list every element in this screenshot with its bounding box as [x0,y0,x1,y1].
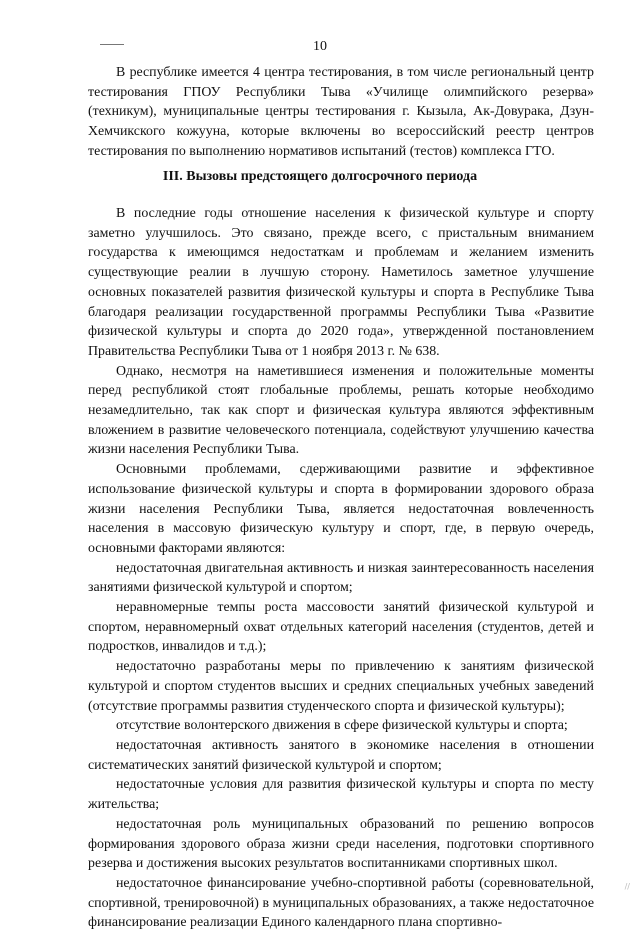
intro-paragraph: В республике имеется 4 центра тестирования, в том числе региональный центр тестирования ГПОУ Республики Тыва «Училище олимпийского резерва» (техникум), муниципальные центры тестирования г. Кызыла, Ак-Довурака, Дзун-Хемчикского кожууна, которые включены во всероссийский реестр центров тестирования по выполнению нормативов испытаний (тестов) комплекса ГТО. [88,65,594,159]
list-item: недостаточно разработаны меры по привлечению к занятиям физической культурой и спортом студентов высших и средних специальных учебных заведений (отсутствие программы развития студенческого спорта и физической культуры); [88,659,594,714]
body-paragraph: Однако, несмотря на наметившиеся изменения и положительные моменты перед республикой стоят глобальные проблемы, решать которые необходимо незамедлительно, так как спорт и физическая культура являются эффективным вложением в развитие человеческого потенциала, содействуют улучшению качества жизни населения Республики Тыва. [88,363,594,458]
intro-block [88,63,594,162]
list-item: недостаточная активность занятого в экономике населения в отношении систематических занятий физической культурой и спортом; [88,737,594,773]
list-item: отсутствие волонтерского движения в сфере физической культуры и спорта; [116,718,568,734]
list-item: недостаточная роль муниципальных образований по решению вопросов формирования здорового образа жизни среди населения, подготовки спортивного резерва и достижения высоких результатов воспитанниками спортивных школ. [88,816,594,872]
page-number: 10 [313,39,327,54]
section-heading: III. Вызовы предстоящего долгосрочного периода [162,169,478,184]
list-item: недостаточная двигательная активность и низкая заинтересованность населения занятиями физической культурой и спортом; [88,560,594,596]
body-paragraph: В последние годы отношение населения к физической культуре и спорту заметно улучшилось. Это связано, прежде всего, с пристальным вниманием государства к имеющимся недостаткам и проблемам и желанием изменить существующие реалии в лучшую сторону. Наметилось заметное улучшение основных показателей развития физической культуры и спорта в Республике Тыва благодаря реализации государственной программы Республики Тыва «Развитие физической культуры и спорта до 2020 года», утвержденной постановлением Правительства Республики Тыва от 1 ноября 2013 г. № 638. [88,206,594,359]
corner-mark: // [624,882,630,891]
list-item: недостаточное финансирование учебно-спортивной работы (соревновательной, спортивной, тренировочной) в муниципальных образованиях, а также недостаточное финансирование реализации Единого календарного плана спортивно- [88,875,594,931]
list-item: неравномерные темпы роста массовости занятий физической культурой и спортом, неравномерный охват отдельных категорий населения (студентов, детей и подростков, инвалидов и т.д.); [88,600,594,655]
body-paragraph: Основными проблемами, сдерживающими развитие и эффективное использование физической культуры и спорта в формировании здорового образа жизни населения Республики Тыва, является недостаточная вовлеченность населения в массовую физическую культуру и спорт, где, в первую очередь, основными факторами являются: [88,462,594,556]
section-body [88,204,594,933]
list-item: недостаточные условия для развития физической культуры и спорта по месту жительства; [88,777,594,813]
